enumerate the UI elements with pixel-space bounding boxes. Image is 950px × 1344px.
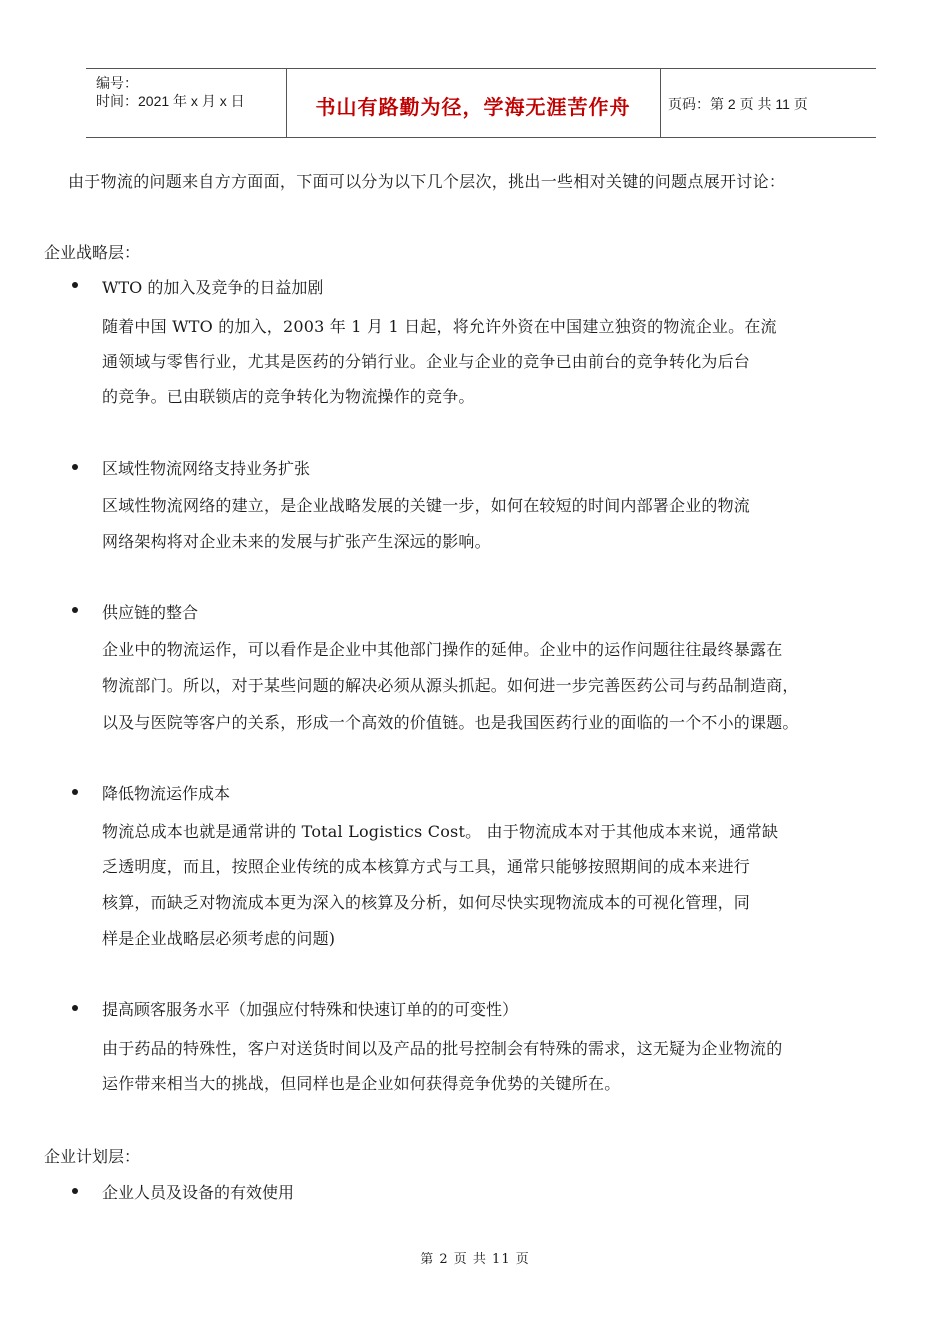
bullet-title-regional-network: 区域性物流网络支持业务扩张 xyxy=(102,459,311,478)
bullet-dot xyxy=(72,282,78,288)
bullet-dot xyxy=(72,1188,78,1194)
paragraph-line: 运作带来相当大的挑战，但同样也是企业如何获得竞争优势的关键所在。 xyxy=(102,1074,621,1093)
header-page-cell xyxy=(660,69,876,137)
header-motto-cell xyxy=(286,69,661,137)
paragraph-line: 由于药品的特殊性，客户对送货时间以及产品的批号控制会有特殊的需求，这无疑为企业物流的 xyxy=(102,1039,783,1058)
paragraph-line: 网络架构将对企业未来的发展与扩张产生深远的影响。 xyxy=(102,532,491,551)
bullet-title-cost: 降低物流运作成本 xyxy=(102,784,231,803)
paragraph-line: 物流总成本也就是通常讲的 Total Logistics Cost。 由于物流成本对于其他成本来说，通常缺 xyxy=(102,822,779,841)
paragraph-line: 企业中的物流运作，可以看作是企业中其他部门操作的延伸。企业中的运作问题往往最终暴露在 xyxy=(102,640,783,659)
paragraph-line: 的竞争。已由联锁店的竞争转化为物流操作的竞争。 xyxy=(102,387,475,406)
paragraph-line: 乏透明度，而且，按照企业传统的成本核算方式与工具，通常只能够按照期间的成本来进行 xyxy=(102,857,751,876)
document-header xyxy=(86,68,876,138)
document-time-label: 时间：2021 年 x 月 x 日 xyxy=(96,93,245,109)
paragraph-line: 随着中国 WTO 的加入，2003 年 1 月 1 日起，将允许外资在中国建立独资的物流企业。在流 xyxy=(102,317,777,336)
bullet-title-resources: 企业人员及设备的有效使用 xyxy=(102,1183,295,1202)
section-title-strategy: 企业战略层： xyxy=(44,243,141,262)
bullet-title-wto: WTO 的加入及竞争的日益加剧 xyxy=(102,278,324,297)
header-page-number: 页码：第 2 页 共 11 页 xyxy=(668,96,808,112)
paragraph-line: 样是企业战略层必须考虑的问题) xyxy=(102,929,336,948)
paragraph-line: 以及与医院等客户的关系，形成一个高效的价值链。也是我国医药行业的面临的一个不小的课题。 xyxy=(102,713,799,732)
paragraph-line: 核算，而缺乏对物流成本更为深入的核算及分析，如何尽快实现物流成本的可视化管理，同 xyxy=(102,893,751,912)
page-footer: 第 2 页 共 11 页 xyxy=(420,1252,530,1267)
paragraph-line: 区域性物流网络的建立，是企业战略发展的关键一步，如何在较短的时间内部署企业的物流 xyxy=(102,496,751,515)
document-number-label: 编号： xyxy=(96,75,138,91)
bullet-title-supply-chain: 供应链的整合 xyxy=(102,603,199,622)
header-motto: 书山有路勤为径，学海无涯苦作舟 xyxy=(315,97,631,119)
bullet-dot xyxy=(72,789,78,795)
bullet-title-customer-service: 提高顾客服务水平（加强应付特殊和快速订单的的可变性） xyxy=(102,1000,519,1019)
intro-paragraph: 由于物流的问题来自方方面面，下面可以分为以下几个层次，挑出一些相对关键的问题点展开讨论： xyxy=(68,172,786,191)
bullet-dot xyxy=(72,464,78,470)
header-info-cell xyxy=(86,69,287,137)
paragraph-line: 通领域与零售行业，尤其是医药的分销行业。企业与企业的竞争已由前台的竞争转化为后台 xyxy=(102,352,751,371)
paragraph-line: 物流部门。所以，对于某些问题的解决必须从源头抓起。如何进一步完善医药公司与药品制造商， xyxy=(102,676,799,695)
bullet-dot xyxy=(72,1005,78,1011)
section-title-planning: 企业计划层： xyxy=(44,1147,141,1166)
bullet-dot xyxy=(72,607,78,613)
